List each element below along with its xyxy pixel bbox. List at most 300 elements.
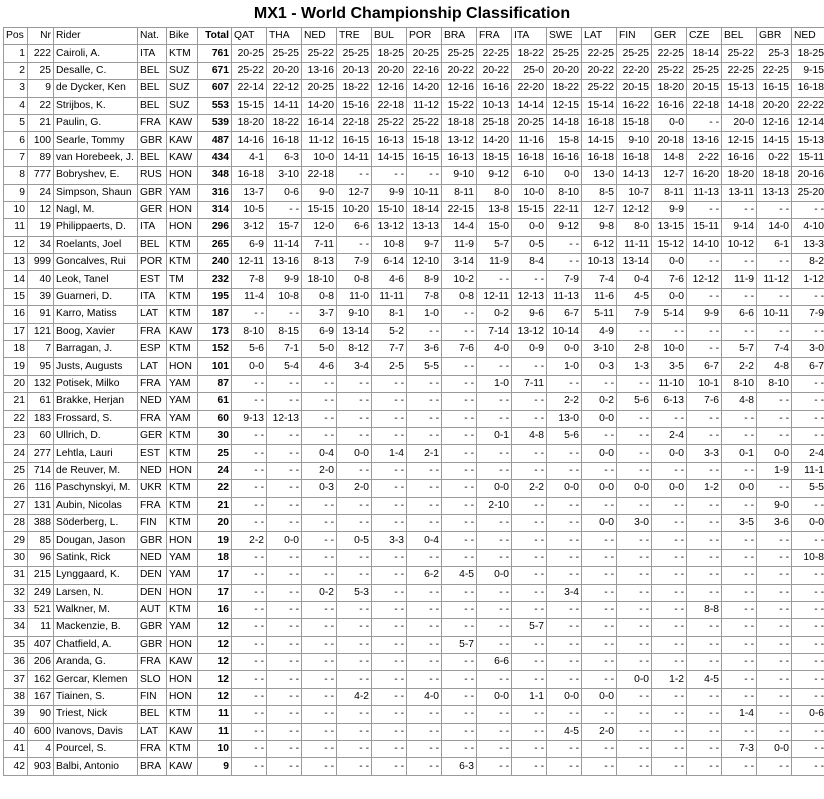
race-result-cell: 12-12 <box>687 271 722 288</box>
race-result-cell: - - <box>652 462 687 479</box>
race-result-cell: 10-11 <box>757 306 792 323</box>
race-result-cell: 2-8 <box>617 341 652 358</box>
race-result-cell: 6-7 <box>687 358 722 375</box>
race-result-cell: 18-25 <box>792 45 824 62</box>
race-result-cell: - - <box>407 514 442 531</box>
total-cell: 60 <box>198 410 232 427</box>
pos-cell: 18 <box>4 341 28 358</box>
race-result-cell: 8-9 <box>407 271 442 288</box>
race-result-cell: 9-9 <box>652 201 687 218</box>
table-row <box>4 80 824 97</box>
race-result-cell: 1-1 <box>512 688 547 705</box>
race-result-cell: 8-11 <box>652 184 687 201</box>
pos-cell: 5 <box>4 114 28 131</box>
race-result-cell: - - <box>267 584 302 601</box>
race-result-cell: - - <box>232 706 267 723</box>
pos-cell: 31 <box>4 567 28 584</box>
nat-cell: BRA <box>138 758 167 775</box>
nat-cell: ITA <box>138 288 167 305</box>
race-result-cell: - - <box>442 671 477 688</box>
race-result-cell: - - <box>232 480 267 497</box>
bike-cell: HON <box>167 688 198 705</box>
race-result-cell: - - <box>477 758 512 775</box>
total-cell: 22 <box>198 480 232 497</box>
race-result-cell: - - <box>477 532 512 549</box>
race-result-cell: 20-16 <box>792 167 824 184</box>
nat-cell: DEN <box>138 584 167 601</box>
race-result-cell: 11-12 <box>407 97 442 114</box>
race-result-cell: - - <box>512 462 547 479</box>
nr-cell: 9 <box>28 80 54 97</box>
race-result-cell: - - <box>267 514 302 531</box>
race-result-cell: - - <box>337 601 372 618</box>
race-result-cell: 4-9 <box>582 323 617 340</box>
table-row <box>4 532 824 549</box>
pos-cell: 15 <box>4 288 28 305</box>
race-result-cell: - - <box>232 619 267 636</box>
race-result-cell: 4-1 <box>232 149 267 166</box>
nr-cell: 60 <box>28 427 54 444</box>
race-result-cell: 16-18 <box>512 149 547 166</box>
total-cell: 11 <box>198 706 232 723</box>
nat-cell: ITA <box>138 219 167 236</box>
race-result-cell: - - <box>652 741 687 758</box>
bike-cell: HON <box>167 219 198 236</box>
race-result-cell: - - <box>757 601 792 618</box>
race-result-cell: - - <box>267 619 302 636</box>
race-result-cell: 0-0 <box>757 445 792 462</box>
nr-cell: 999 <box>28 254 54 271</box>
race-result-cell: - - <box>652 654 687 671</box>
race-result-cell: 14-16 <box>232 132 267 149</box>
rider-cell: Chatfield, A. <box>54 636 138 653</box>
race-result-cell: 0-8 <box>442 288 477 305</box>
race-result-cell: 0-8 <box>302 288 337 305</box>
nat-cell: BEL <box>138 149 167 166</box>
race-result-cell: - - <box>722 619 757 636</box>
race-result-cell: 12-7 <box>337 184 372 201</box>
rider-cell: Aranda, G. <box>54 654 138 671</box>
race-result-cell: - - <box>232 393 267 410</box>
race-result-cell: 5-7 <box>442 636 477 653</box>
race-result-cell: - - <box>302 671 337 688</box>
race-result-cell: - - <box>302 532 337 549</box>
table-row <box>4 288 824 305</box>
race-result-cell: 14-18 <box>547 114 582 131</box>
header-total: Total <box>198 28 232 45</box>
total-cell: 232 <box>198 271 232 288</box>
table-row <box>4 236 824 253</box>
race-result-cell: - - <box>442 358 477 375</box>
race-result-cell: 16-15 <box>407 149 442 166</box>
race-result-cell: 25-3 <box>757 45 792 62</box>
race-result-cell: 3-4 <box>547 584 582 601</box>
nat-cell: ITA <box>138 45 167 62</box>
race-result-cell: 22-11 <box>547 201 582 218</box>
race-result-cell: 12-13 <box>267 410 302 427</box>
race-result-cell: - - <box>722 758 757 775</box>
race-result-cell: - - <box>302 567 337 584</box>
total-cell: 173 <box>198 323 232 340</box>
race-result-cell: - - <box>792 671 824 688</box>
race-result-cell: - - <box>652 636 687 653</box>
bike-cell: YAM <box>167 410 198 427</box>
race-result-cell: - - <box>337 427 372 444</box>
race-result-cell: 22-25 <box>477 45 512 62</box>
race-result-cell: - - <box>372 619 407 636</box>
total-cell: 87 <box>198 375 232 392</box>
nat-cell: GBR <box>138 636 167 653</box>
race-result-cell: 4-0 <box>477 341 512 358</box>
race-result-cell: - - <box>792 741 824 758</box>
pos-cell: 29 <box>4 532 28 549</box>
race-result-cell: 2-4 <box>792 445 824 462</box>
bike-cell: YAM <box>167 619 198 636</box>
race-result-cell: 20-20 <box>757 97 792 114</box>
race-result-cell: 25-18 <box>477 114 512 131</box>
race-result-cell: 14-13 <box>617 167 652 184</box>
race-result-cell: 2-22 <box>687 149 722 166</box>
race-result-cell: - - <box>442 549 477 566</box>
race-result-cell: 22-18 <box>337 114 372 131</box>
race-result-cell: - - <box>442 306 477 323</box>
race-result-cell: - - <box>512 497 547 514</box>
race-result-cell: 0-0 <box>547 480 582 497</box>
race-result-cell: - - <box>442 741 477 758</box>
race-result-cell: 6-6 <box>722 306 757 323</box>
race-result-cell: - - <box>617 601 652 618</box>
race-result-cell: 22-12 <box>267 80 302 97</box>
bike-cell: KTM <box>167 288 198 305</box>
race-result-cell: 10-20 <box>337 201 372 218</box>
race-result-cell: 12-11 <box>477 288 512 305</box>
race-result-cell: - - <box>652 323 687 340</box>
race-result-cell: 25-22 <box>232 62 267 79</box>
race-result-cell: 11-16 <box>512 132 547 149</box>
table-row <box>4 427 824 444</box>
race-result-cell: 6-6 <box>477 654 512 671</box>
race-result-cell: - - <box>442 514 477 531</box>
race-result-cell: - - <box>617 375 652 392</box>
total-cell: 24 <box>198 462 232 479</box>
race-result-cell: 16-15 <box>757 80 792 97</box>
nat-cell: FRA <box>138 114 167 131</box>
race-result-cell: 1-9 <box>757 462 792 479</box>
race-result-cell: 20-25 <box>512 114 547 131</box>
table-row <box>4 758 824 775</box>
race-result-cell: 8-10 <box>547 184 582 201</box>
race-result-cell: 0-8 <box>337 271 372 288</box>
header-race: FRA <box>477 28 512 45</box>
race-result-cell: 9-0 <box>757 497 792 514</box>
race-result-cell: 15-8 <box>547 132 582 149</box>
race-result-cell: 13-3 <box>792 236 824 253</box>
race-result-cell: 7-9 <box>792 306 824 323</box>
race-result-cell: 0-0 <box>582 480 617 497</box>
race-result-cell: 0-2 <box>302 584 337 601</box>
race-result-cell: - - <box>617 706 652 723</box>
race-result-cell: - - <box>617 427 652 444</box>
race-result-cell: - - <box>757 619 792 636</box>
race-result-cell: 0-0 <box>582 445 617 462</box>
race-result-cell: - - <box>302 601 337 618</box>
race-result-cell: 2-0 <box>582 723 617 740</box>
race-result-cell: 0-0 <box>547 688 582 705</box>
race-result-cell: 3-14 <box>442 254 477 271</box>
race-result-cell: 4-8 <box>757 358 792 375</box>
rider-cell: Larsen, N. <box>54 584 138 601</box>
nr-cell: 24 <box>28 184 54 201</box>
race-result-cell: - - <box>687 741 722 758</box>
race-result-cell: - - <box>617 497 652 514</box>
race-result-cell: - - <box>687 201 722 218</box>
race-result-cell: - - <box>512 410 547 427</box>
race-result-cell: - - <box>792 636 824 653</box>
race-result-cell: - - <box>407 410 442 427</box>
bike-cell: KAW <box>167 758 198 775</box>
race-result-cell: 0-2 <box>477 306 512 323</box>
race-result-cell: - - <box>337 758 372 775</box>
race-result-cell: 14-0 <box>757 219 792 236</box>
total-cell: 20 <box>198 514 232 531</box>
race-result-cell: - - <box>267 636 302 653</box>
race-result-cell: - - <box>652 706 687 723</box>
race-result-cell: 25-25 <box>267 45 302 62</box>
race-result-cell: - - <box>687 567 722 584</box>
header-race: NED <box>302 28 337 45</box>
race-result-cell: - - <box>442 654 477 671</box>
race-result-cell: - - <box>372 462 407 479</box>
race-result-cell: - - <box>687 114 722 131</box>
race-result-cell: - - <box>232 549 267 566</box>
rider-cell: Dougan, Jason <box>54 532 138 549</box>
race-result-cell: - - <box>687 723 722 740</box>
total-cell: 11 <box>198 723 232 740</box>
pos-cell: 2 <box>4 62 28 79</box>
total-cell: 12 <box>198 619 232 636</box>
race-result-cell: 10-8 <box>267 288 302 305</box>
race-result-cell: 22-16 <box>407 62 442 79</box>
table-row <box>4 741 824 758</box>
race-result-cell: - - <box>337 410 372 427</box>
race-result-cell: 0-0 <box>337 445 372 462</box>
race-result-cell: - - <box>547 445 582 462</box>
nr-cell: 25 <box>28 62 54 79</box>
race-result-cell: 18-14 <box>407 201 442 218</box>
race-result-cell: - - <box>512 671 547 688</box>
table-row <box>4 358 824 375</box>
race-result-cell: - - <box>477 741 512 758</box>
race-result-cell: - - <box>687 288 722 305</box>
race-result-cell: 11-13 <box>547 288 582 305</box>
race-result-cell: - - <box>267 549 302 566</box>
race-result-cell: 0-0 <box>477 688 512 705</box>
race-result-cell: - - <box>547 706 582 723</box>
race-result-cell: 0-0 <box>757 741 792 758</box>
race-result-cell: 8-8 <box>687 601 722 618</box>
race-result-cell: - - <box>302 741 337 758</box>
race-result-cell: - - <box>337 167 372 184</box>
race-result-cell: 12-16 <box>442 80 477 97</box>
bike-cell: KTM <box>167 254 198 271</box>
race-result-cell: 4-10 <box>792 219 824 236</box>
race-result-cell: - - <box>757 567 792 584</box>
race-result-cell: 4-8 <box>512 427 547 444</box>
rider-cell: Ullrich, D. <box>54 427 138 444</box>
race-result-cell: 10-7 <box>617 184 652 201</box>
race-result-cell: - - <box>687 514 722 531</box>
race-result-cell: - - <box>477 619 512 636</box>
race-result-cell: 12-15 <box>547 97 582 114</box>
race-result-cell: - - <box>582 584 617 601</box>
race-result-cell: 8-10 <box>757 375 792 392</box>
race-result-cell: 18-22 <box>337 80 372 97</box>
race-result-cell: 7-6 <box>687 393 722 410</box>
race-result-cell: 0-0 <box>792 514 824 531</box>
race-result-cell: 6-14 <box>372 254 407 271</box>
race-result-cell: 14-15 <box>757 132 792 149</box>
race-result-cell: 11-4 <box>232 288 267 305</box>
race-result-cell: - - <box>792 410 824 427</box>
race-result-cell: 11-1 <box>792 462 824 479</box>
race-result-cell: 8-2 <box>792 254 824 271</box>
race-result-cell: - - <box>477 358 512 375</box>
nat-cell: ESP <box>138 341 167 358</box>
race-result-cell: - - <box>232 427 267 444</box>
total-cell: 152 <box>198 341 232 358</box>
race-result-cell: - - <box>652 584 687 601</box>
race-result-cell: - - <box>337 654 372 671</box>
race-result-cell: - - <box>267 445 302 462</box>
total-cell: 10 <box>198 741 232 758</box>
nat-cell: FRA <box>138 741 167 758</box>
race-result-cell: 25-20 <box>792 184 824 201</box>
race-result-cell: - - <box>582 462 617 479</box>
race-result-cell: - - <box>477 514 512 531</box>
race-result-cell: 18-18 <box>442 114 477 131</box>
bike-cell: KTM <box>167 480 198 497</box>
race-result-cell: 0-0 <box>652 254 687 271</box>
race-result-cell: - - <box>232 445 267 462</box>
rider-cell: Karro, Matiss <box>54 306 138 323</box>
race-result-cell: 22-25 <box>652 45 687 62</box>
race-result-cell: 9-13 <box>232 410 267 427</box>
pos-cell: 7 <box>4 149 28 166</box>
race-result-cell: 8-11 <box>442 184 477 201</box>
race-result-cell: 12-10 <box>407 254 442 271</box>
table-row <box>4 514 824 531</box>
header-race: GBR <box>757 28 792 45</box>
total-cell: 434 <box>198 149 232 166</box>
race-result-cell: - - <box>792 323 824 340</box>
race-result-cell: 7-8 <box>232 271 267 288</box>
header-race: POR <box>407 28 442 45</box>
race-result-cell: - - <box>617 567 652 584</box>
rider-cell: Ivanovs, Davis <box>54 723 138 740</box>
race-result-cell: - - <box>792 688 824 705</box>
race-result-cell: 6-3 <box>442 758 477 775</box>
rider-cell: Philippaerts, D. <box>54 219 138 236</box>
race-result-cell: 12-12 <box>617 201 652 218</box>
race-result-cell: 25-22 <box>407 114 442 131</box>
nr-cell: 61 <box>28 393 54 410</box>
bike-cell: KTM <box>167 341 198 358</box>
race-result-cell: - - <box>442 462 477 479</box>
race-result-cell: 11-10 <box>652 375 687 392</box>
rider-cell: Satink, Rick <box>54 549 138 566</box>
nat-cell: NED <box>138 393 167 410</box>
race-result-cell: 2-4 <box>652 427 687 444</box>
total-cell: 316 <box>198 184 232 201</box>
table-row <box>4 619 824 636</box>
race-result-cell: - - <box>617 410 652 427</box>
pos-cell: 30 <box>4 549 28 566</box>
race-result-cell: 11-0 <box>337 288 372 305</box>
race-result-cell: 0-0 <box>652 480 687 497</box>
pos-cell: 22 <box>4 410 28 427</box>
race-result-cell: 4-6 <box>302 358 337 375</box>
race-result-cell: 20-15 <box>617 80 652 97</box>
bike-cell: TM <box>167 271 198 288</box>
nat-cell: FRA <box>138 375 167 392</box>
nr-cell: 206 <box>28 654 54 671</box>
total-cell: 18 <box>198 549 232 566</box>
race-result-cell: - - <box>372 601 407 618</box>
rider-cell: Lehtla, Lauri <box>54 445 138 462</box>
race-result-cell: - - <box>232 462 267 479</box>
bike-cell: YAM <box>167 393 198 410</box>
race-result-cell: 1-0 <box>407 306 442 323</box>
race-result-cell: 14-15 <box>582 132 617 149</box>
rider-cell: Barragan, J. <box>54 341 138 358</box>
race-result-cell: - - <box>372 688 407 705</box>
race-result-cell: - - <box>722 254 757 271</box>
race-result-cell: 9-0 <box>302 184 337 201</box>
race-result-cell: 22-18 <box>372 97 407 114</box>
rider-cell: Pourcel, S. <box>54 741 138 758</box>
race-result-cell: 16-22 <box>617 97 652 114</box>
nat-cell: GBR <box>138 184 167 201</box>
table-row <box>4 549 824 566</box>
race-result-cell: - - <box>372 584 407 601</box>
nr-cell: 11 <box>28 619 54 636</box>
race-result-cell: 8-10 <box>722 375 757 392</box>
race-result-cell: - - <box>372 480 407 497</box>
nat-cell: FIN <box>138 514 167 531</box>
pos-cell: 42 <box>4 758 28 775</box>
race-result-cell: 5-7 <box>477 236 512 253</box>
race-result-cell: - - <box>302 393 337 410</box>
race-result-cell: - - <box>792 567 824 584</box>
table-row <box>4 480 824 497</box>
nr-cell: 39 <box>28 288 54 305</box>
race-result-cell: 10-5 <box>232 201 267 218</box>
race-result-cell: 12-14 <box>792 114 824 131</box>
race-result-cell: 7-11 <box>302 236 337 253</box>
race-result-cell: 16-16 <box>547 149 582 166</box>
race-result-cell: - - <box>477 549 512 566</box>
race-result-cell: 9-7 <box>407 236 442 253</box>
race-result-cell: - - <box>652 532 687 549</box>
pos-cell: 13 <box>4 254 28 271</box>
total-cell: 539 <box>198 114 232 131</box>
race-result-cell: - - <box>722 410 757 427</box>
race-result-cell: - - <box>757 427 792 444</box>
race-result-cell: 6-7 <box>547 306 582 323</box>
race-result-cell: 9-10 <box>337 306 372 323</box>
race-result-cell: 20-22 <box>582 62 617 79</box>
race-result-cell: 10-11 <box>407 184 442 201</box>
